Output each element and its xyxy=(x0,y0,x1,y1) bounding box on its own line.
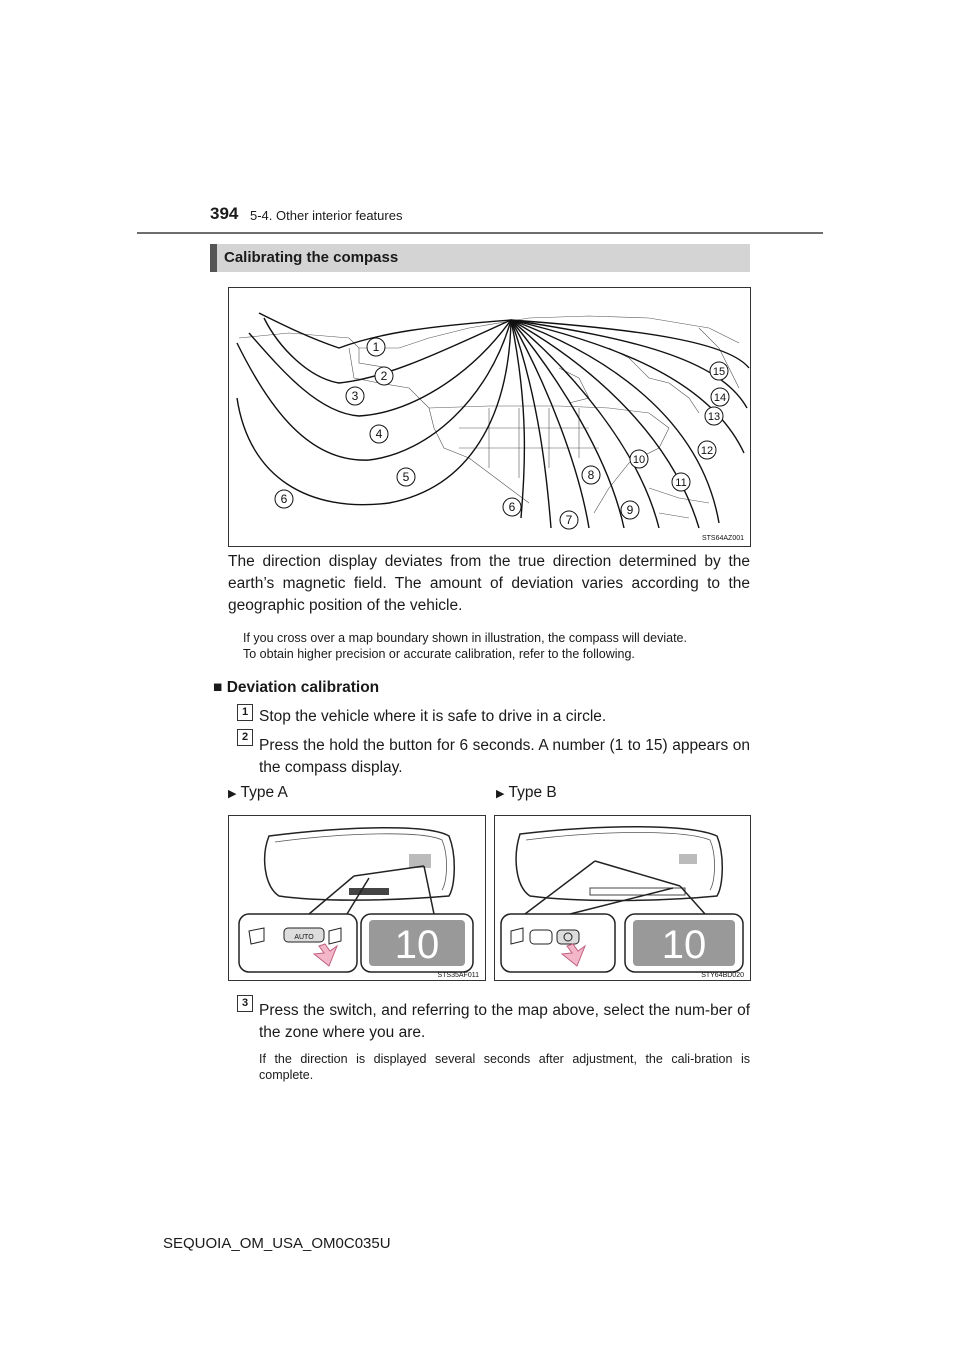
footer-code: SEQUOIA_OM_USA_OM0C035U xyxy=(163,1235,391,1252)
zone-map-figure xyxy=(228,287,751,547)
auto-button-label: AUTO xyxy=(294,934,314,941)
zone-label xyxy=(367,338,385,356)
svg-text:10: 10 xyxy=(632,454,646,466)
svg-text:13: 13 xyxy=(707,411,721,423)
note-line: If you cross over a map boundary shown in illustration, the compass will deviate. xyxy=(243,631,687,645)
zone-label xyxy=(711,388,729,406)
arrow-right-icon: ▶ xyxy=(496,788,505,800)
type-a-figure xyxy=(228,815,486,981)
svg-text:9: 9 xyxy=(626,503,634,517)
home-button xyxy=(530,930,552,944)
final-note: If the direction is displayed several seconds after adjustment, the cali-bration is complete. xyxy=(259,1052,750,1082)
zone-label xyxy=(672,473,690,491)
note-line: To obtain higher precision or accurate calibration, refer to the following. xyxy=(243,647,635,661)
type-label-text: Type B xyxy=(508,784,557,801)
step-number-box: 3 xyxy=(237,995,253,1012)
power-button xyxy=(557,930,579,944)
zone-label xyxy=(630,450,648,468)
heading-marker xyxy=(210,244,217,272)
zone-label xyxy=(503,498,521,516)
subsection-heading xyxy=(213,679,379,697)
step-text: Stop the vehicle where it is safe to drive in a circle. xyxy=(259,708,607,725)
type-b-label xyxy=(496,784,557,802)
figure-code: STS35AF011 xyxy=(437,972,479,979)
subsection-title: Deviation calibration xyxy=(226,679,380,696)
zone-label xyxy=(698,441,716,459)
arrow-right-icon: ▶ xyxy=(228,788,237,800)
svg-text:8: 8 xyxy=(587,468,595,482)
svg-text:11: 11 xyxy=(675,477,687,489)
section-title: 5-4. Other interior features xyxy=(250,208,403,223)
svg-text:5: 5 xyxy=(402,470,410,484)
svg-text:6: 6 xyxy=(280,492,288,506)
mirror-display xyxy=(679,854,697,864)
heading-title: Calibrating the compass xyxy=(224,249,399,266)
step-text: Press the switch, and referring to the map above, select the num-ber of the zone where you are. xyxy=(259,1002,750,1041)
zone-label xyxy=(375,367,393,385)
svg-text:2: 2 xyxy=(380,369,388,383)
page-number: 394 xyxy=(210,204,239,223)
svg-text:12: 12 xyxy=(700,445,714,457)
square-bullet-icon: ■ xyxy=(213,679,223,696)
figure-code: STS64AZ001 xyxy=(701,535,744,542)
mirror-b-svg xyxy=(495,816,750,980)
svg-text:7: 7 xyxy=(565,513,573,527)
zone-map-svg xyxy=(229,288,750,546)
svg-text:15: 15 xyxy=(712,366,726,378)
step-number-box: 1 xyxy=(237,704,253,721)
zone-label xyxy=(370,425,388,443)
zone-label xyxy=(560,511,578,529)
zone-label xyxy=(582,466,600,484)
svg-text:3: 3 xyxy=(351,389,359,403)
type-a-label xyxy=(228,784,288,802)
zone-label xyxy=(621,501,639,519)
svg-text:4: 4 xyxy=(375,427,383,441)
zone-label xyxy=(275,490,293,508)
display-number: 10 xyxy=(661,923,707,967)
body-paragraph: The direction display deviates from the true direction determined by the earth’s magnetic field. The amount of deviation varies according to the geographic position of the vehicle. xyxy=(228,553,750,614)
type-label-text: Type A xyxy=(240,784,288,801)
svg-text:1: 1 xyxy=(372,340,380,354)
display-number: 10 xyxy=(394,923,440,967)
zone-label xyxy=(705,407,723,425)
zone-label xyxy=(397,468,415,486)
mirror-a-svg xyxy=(229,816,485,980)
mirror-buttons xyxy=(349,888,389,895)
svg-text:14: 14 xyxy=(713,392,727,404)
zone-label xyxy=(710,362,728,380)
svg-text:6: 6 xyxy=(508,500,516,514)
figure-code: STY64BD020 xyxy=(701,972,744,979)
type-b-figure xyxy=(494,815,751,981)
zone-label xyxy=(346,387,364,405)
header-rule xyxy=(137,232,823,234)
step-number-box: 2 xyxy=(237,729,253,746)
step-text: Press the hold the button for 6 seconds. A number (1 to 15) appears on the compass display. xyxy=(259,737,750,776)
note-paragraph xyxy=(243,630,750,662)
